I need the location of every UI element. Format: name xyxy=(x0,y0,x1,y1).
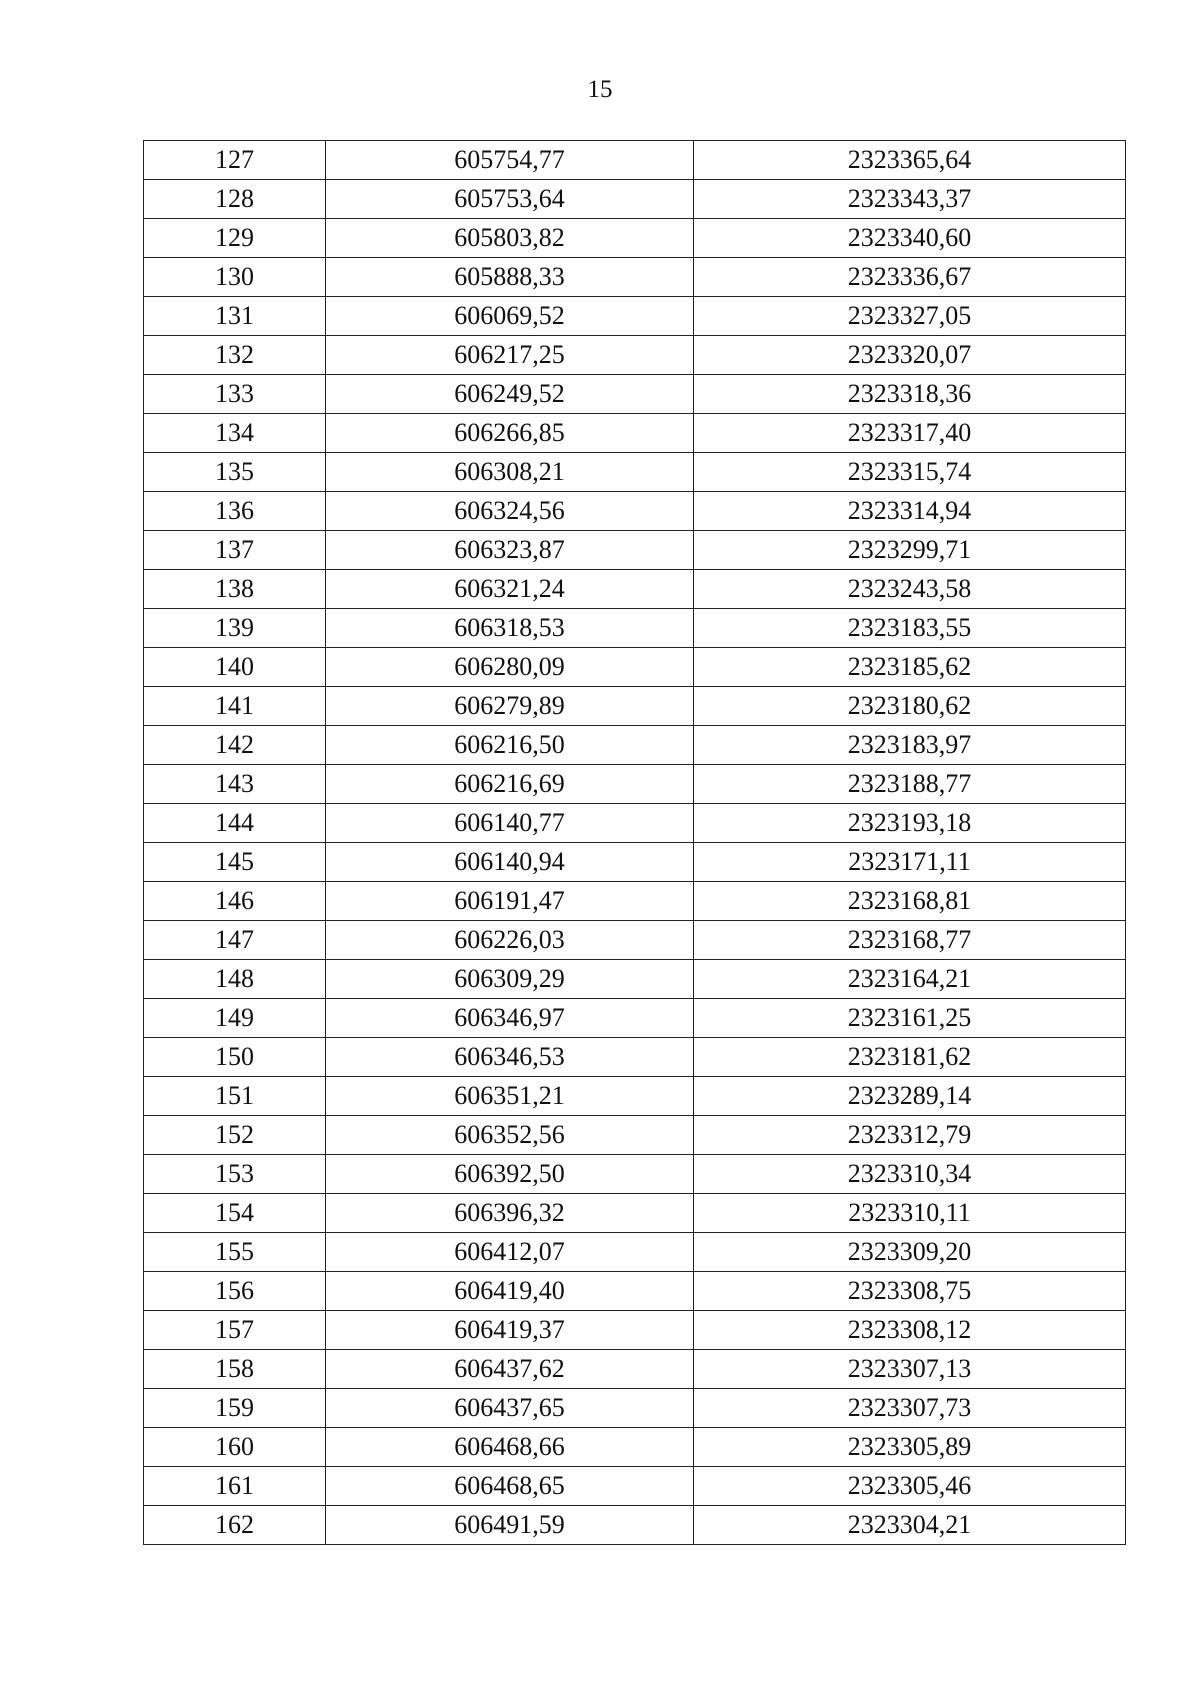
point-number-cell: 146 xyxy=(144,882,326,921)
y-coordinate-cell: 2323312,79 xyxy=(694,1116,1126,1155)
point-number-cell: 130 xyxy=(144,258,326,297)
y-coordinate-cell: 2323183,97 xyxy=(694,726,1126,765)
x-coordinate-cell: 606191,47 xyxy=(326,882,694,921)
y-coordinate-cell: 2323365,64 xyxy=(694,141,1126,180)
point-number-cell: 150 xyxy=(144,1038,326,1077)
x-coordinate-cell: 606437,65 xyxy=(326,1389,694,1428)
y-coordinate-cell: 2323180,62 xyxy=(694,687,1126,726)
table-row xyxy=(144,375,1126,414)
table-row xyxy=(144,414,1126,453)
point-number-cell: 142 xyxy=(144,726,326,765)
point-number-cell: 140 xyxy=(144,648,326,687)
point-number-cell: 127 xyxy=(144,141,326,180)
x-coordinate-cell: 606346,97 xyxy=(326,999,694,1038)
table-row xyxy=(144,1233,1126,1272)
y-coordinate-cell: 2323336,67 xyxy=(694,258,1126,297)
point-number-cell: 162 xyxy=(144,1506,326,1545)
x-coordinate-cell: 606226,03 xyxy=(326,921,694,960)
table-row xyxy=(144,1311,1126,1350)
point-number-cell: 132 xyxy=(144,336,326,375)
y-coordinate-cell: 2323193,18 xyxy=(694,804,1126,843)
table-row xyxy=(144,1389,1126,1428)
table-row xyxy=(144,1116,1126,1155)
point-number-cell: 152 xyxy=(144,1116,326,1155)
x-coordinate-cell: 606437,62 xyxy=(326,1350,694,1389)
table-row xyxy=(144,531,1126,570)
table-row xyxy=(144,219,1126,258)
x-coordinate-cell: 606352,56 xyxy=(326,1116,694,1155)
y-coordinate-cell: 2323164,21 xyxy=(694,960,1126,999)
y-coordinate-cell: 2323308,12 xyxy=(694,1311,1126,1350)
table-row xyxy=(144,726,1126,765)
x-coordinate-cell: 606280,09 xyxy=(326,648,694,687)
y-coordinate-cell: 2323307,73 xyxy=(694,1389,1126,1428)
point-number-cell: 158 xyxy=(144,1350,326,1389)
x-coordinate-cell: 605803,82 xyxy=(326,219,694,258)
table-row xyxy=(144,921,1126,960)
y-coordinate-cell: 2323317,40 xyxy=(694,414,1126,453)
table-row xyxy=(144,804,1126,843)
y-coordinate-cell: 2323315,74 xyxy=(694,453,1126,492)
table-row xyxy=(144,1038,1126,1077)
table-row xyxy=(144,648,1126,687)
table-row xyxy=(144,1350,1126,1389)
point-number-cell: 147 xyxy=(144,921,326,960)
y-coordinate-cell: 2323310,11 xyxy=(694,1194,1126,1233)
point-number-cell: 145 xyxy=(144,843,326,882)
table-row xyxy=(144,960,1126,999)
table-row xyxy=(144,492,1126,531)
point-number-cell: 144 xyxy=(144,804,326,843)
x-coordinate-cell: 606321,24 xyxy=(326,570,694,609)
y-coordinate-cell: 2323185,62 xyxy=(694,648,1126,687)
x-coordinate-cell: 606140,94 xyxy=(326,843,694,882)
point-number-cell: 155 xyxy=(144,1233,326,1272)
point-number-cell: 137 xyxy=(144,531,326,570)
y-coordinate-cell: 2323343,37 xyxy=(694,180,1126,219)
x-coordinate-cell: 606323,87 xyxy=(326,531,694,570)
x-coordinate-cell: 606351,21 xyxy=(326,1077,694,1116)
table-row xyxy=(144,1194,1126,1233)
y-coordinate-cell: 2323243,58 xyxy=(694,570,1126,609)
y-coordinate-cell: 2323188,77 xyxy=(694,765,1126,804)
y-coordinate-cell: 2323318,36 xyxy=(694,375,1126,414)
point-number-cell: 128 xyxy=(144,180,326,219)
point-number-cell: 153 xyxy=(144,1155,326,1194)
x-coordinate-cell: 606346,53 xyxy=(326,1038,694,1077)
point-number-cell: 143 xyxy=(144,765,326,804)
x-coordinate-cell: 606069,52 xyxy=(326,297,694,336)
y-coordinate-cell: 2323305,46 xyxy=(694,1467,1126,1506)
point-number-cell: 154 xyxy=(144,1194,326,1233)
y-coordinate-cell: 2323305,89 xyxy=(694,1428,1126,1467)
table-row xyxy=(144,1155,1126,1194)
point-number-cell: 161 xyxy=(144,1467,326,1506)
point-number-cell: 156 xyxy=(144,1272,326,1311)
x-coordinate-cell: 606308,21 xyxy=(326,453,694,492)
y-coordinate-cell: 2323309,20 xyxy=(694,1233,1126,1272)
x-coordinate-cell: 606412,07 xyxy=(326,1233,694,1272)
x-coordinate-cell: 605754,77 xyxy=(326,141,694,180)
point-number-cell: 160 xyxy=(144,1428,326,1467)
table-row xyxy=(144,1467,1126,1506)
table-row xyxy=(144,1428,1126,1467)
y-coordinate-cell: 2323314,94 xyxy=(694,492,1126,531)
point-number-cell: 131 xyxy=(144,297,326,336)
table-row xyxy=(144,882,1126,921)
x-coordinate-cell: 606468,66 xyxy=(326,1428,694,1467)
table-row xyxy=(144,1506,1126,1545)
point-number-cell: 151 xyxy=(144,1077,326,1116)
table-row xyxy=(144,765,1126,804)
point-number-cell: 157 xyxy=(144,1311,326,1350)
x-coordinate-cell: 606216,69 xyxy=(326,765,694,804)
y-coordinate-cell: 2323168,77 xyxy=(694,921,1126,960)
point-number-cell: 136 xyxy=(144,492,326,531)
table-row xyxy=(144,141,1126,180)
y-coordinate-cell: 2323183,55 xyxy=(694,609,1126,648)
x-coordinate-cell: 606491,59 xyxy=(326,1506,694,1545)
table-row xyxy=(144,1077,1126,1116)
x-coordinate-cell: 606396,32 xyxy=(326,1194,694,1233)
y-coordinate-cell: 2323161,25 xyxy=(694,999,1126,1038)
table-row xyxy=(144,687,1126,726)
x-coordinate-cell: 605753,64 xyxy=(326,180,694,219)
point-number-cell: 141 xyxy=(144,687,326,726)
page-number: 15 xyxy=(587,76,613,103)
x-coordinate-cell: 606279,89 xyxy=(326,687,694,726)
table-row xyxy=(144,180,1126,219)
x-coordinate-cell: 605888,33 xyxy=(326,258,694,297)
x-coordinate-cell: 606392,50 xyxy=(326,1155,694,1194)
point-number-cell: 134 xyxy=(144,414,326,453)
table-row xyxy=(144,843,1126,882)
point-number-cell: 149 xyxy=(144,999,326,1038)
table-row xyxy=(144,453,1126,492)
coordinates-table xyxy=(143,140,1126,1545)
x-coordinate-cell: 606318,53 xyxy=(326,609,694,648)
point-number-cell: 148 xyxy=(144,960,326,999)
table-row xyxy=(144,570,1126,609)
point-number-cell: 159 xyxy=(144,1389,326,1428)
y-coordinate-cell: 2323299,71 xyxy=(694,531,1126,570)
point-number-cell: 129 xyxy=(144,219,326,258)
coordinates-table-body xyxy=(144,141,1126,1545)
table-row xyxy=(144,258,1126,297)
y-coordinate-cell: 2323181,62 xyxy=(694,1038,1126,1077)
y-coordinate-cell: 2323307,13 xyxy=(694,1350,1126,1389)
x-coordinate-cell: 606249,52 xyxy=(326,375,694,414)
x-coordinate-cell: 606324,56 xyxy=(326,492,694,531)
y-coordinate-cell: 2323171,11 xyxy=(694,843,1126,882)
point-number-cell: 135 xyxy=(144,453,326,492)
x-coordinate-cell: 606419,37 xyxy=(326,1311,694,1350)
x-coordinate-cell: 606419,40 xyxy=(326,1272,694,1311)
y-coordinate-cell: 2323304,21 xyxy=(694,1506,1126,1545)
y-coordinate-cell: 2323340,60 xyxy=(694,219,1126,258)
x-coordinate-cell: 606140,77 xyxy=(326,804,694,843)
x-coordinate-cell: 606216,50 xyxy=(326,726,694,765)
y-coordinate-cell: 2323320,07 xyxy=(694,336,1126,375)
point-number-cell: 133 xyxy=(144,375,326,414)
table-row xyxy=(144,999,1126,1038)
x-coordinate-cell: 606468,65 xyxy=(326,1467,694,1506)
y-coordinate-cell: 2323289,14 xyxy=(694,1077,1126,1116)
x-coordinate-cell: 606309,29 xyxy=(326,960,694,999)
table-row xyxy=(144,297,1126,336)
y-coordinate-cell: 2323327,05 xyxy=(694,297,1126,336)
table-row xyxy=(144,336,1126,375)
y-coordinate-cell: 2323168,81 xyxy=(694,882,1126,921)
x-coordinate-cell: 606217,25 xyxy=(326,336,694,375)
table-row xyxy=(144,1272,1126,1311)
x-coordinate-cell: 606266,85 xyxy=(326,414,694,453)
table-row xyxy=(144,609,1126,648)
y-coordinate-cell: 2323308,75 xyxy=(694,1272,1126,1311)
point-number-cell: 139 xyxy=(144,609,326,648)
point-number-cell: 138 xyxy=(144,570,326,609)
y-coordinate-cell: 2323310,34 xyxy=(694,1155,1126,1194)
